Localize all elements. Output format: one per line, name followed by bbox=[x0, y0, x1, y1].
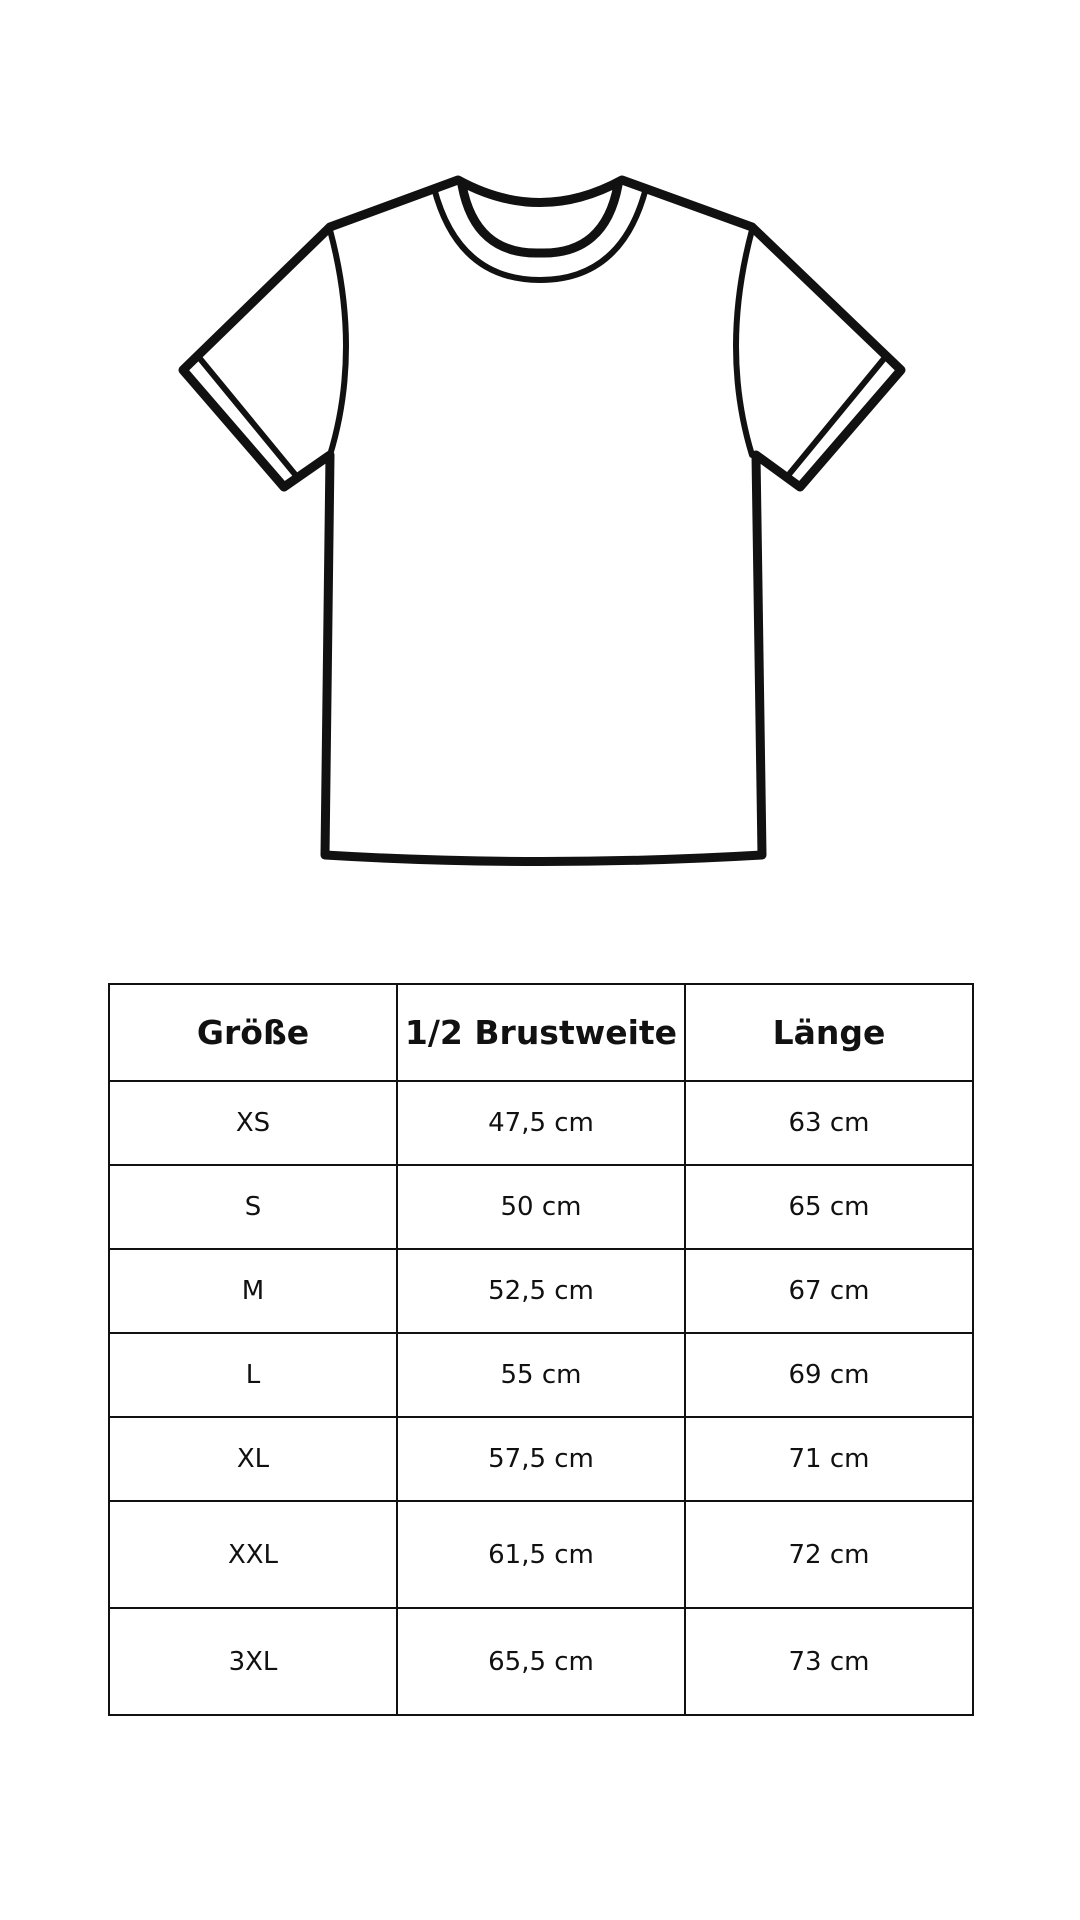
cell-half-chest-width: 57,5 cm bbox=[397, 1417, 685, 1501]
table-row bbox=[109, 1608, 973, 1715]
cell-half-chest-width: 61,5 cm bbox=[397, 1501, 685, 1608]
cell-half-chest-width: 47,5 cm bbox=[397, 1081, 685, 1165]
tshirt-left-cuff bbox=[197, 355, 298, 478]
table-row bbox=[109, 1081, 973, 1165]
cell-size: L bbox=[109, 1333, 397, 1417]
cell-length: 71 cm bbox=[685, 1417, 973, 1501]
table-row bbox=[109, 1333, 973, 1417]
header-half-chest-width: 1/2 Brustweite bbox=[397, 984, 685, 1081]
table-row bbox=[109, 1165, 973, 1249]
header-size: Größe bbox=[109, 984, 397, 1081]
cell-size: XL bbox=[109, 1417, 397, 1501]
cell-half-chest-width: 65,5 cm bbox=[397, 1608, 685, 1715]
tshirt-right-armhole bbox=[736, 230, 752, 455]
cell-length: 69 cm bbox=[685, 1333, 973, 1417]
header-length: Länge bbox=[685, 984, 973, 1081]
size-chart-table bbox=[108, 983, 974, 1716]
cell-length: 65 cm bbox=[685, 1165, 973, 1249]
cell-length: 73 cm bbox=[685, 1608, 973, 1715]
cell-length: 72 cm bbox=[685, 1501, 973, 1608]
cell-length: 67 cm bbox=[685, 1249, 973, 1333]
table-header-row bbox=[109, 984, 973, 1081]
tshirt-illustration bbox=[0, 0, 1080, 900]
tshirt-right-cuff bbox=[786, 355, 887, 478]
cell-length: 63 cm bbox=[685, 1081, 973, 1165]
table-row bbox=[109, 1249, 973, 1333]
cell-size: S bbox=[109, 1165, 397, 1249]
cell-half-chest-width: 55 cm bbox=[397, 1333, 685, 1417]
tshirt-left-armhole bbox=[330, 230, 346, 455]
cell-half-chest-width: 50 cm bbox=[397, 1165, 685, 1249]
cell-size: XXL bbox=[109, 1501, 397, 1608]
table-row bbox=[109, 1417, 973, 1501]
cell-half-chest-width: 52,5 cm bbox=[397, 1249, 685, 1333]
cell-size: 3XL bbox=[109, 1608, 397, 1715]
table-row bbox=[109, 1501, 973, 1608]
cell-size: M bbox=[109, 1249, 397, 1333]
cell-size: XS bbox=[109, 1081, 397, 1165]
tshirt-outline-icon bbox=[0, 0, 1080, 900]
